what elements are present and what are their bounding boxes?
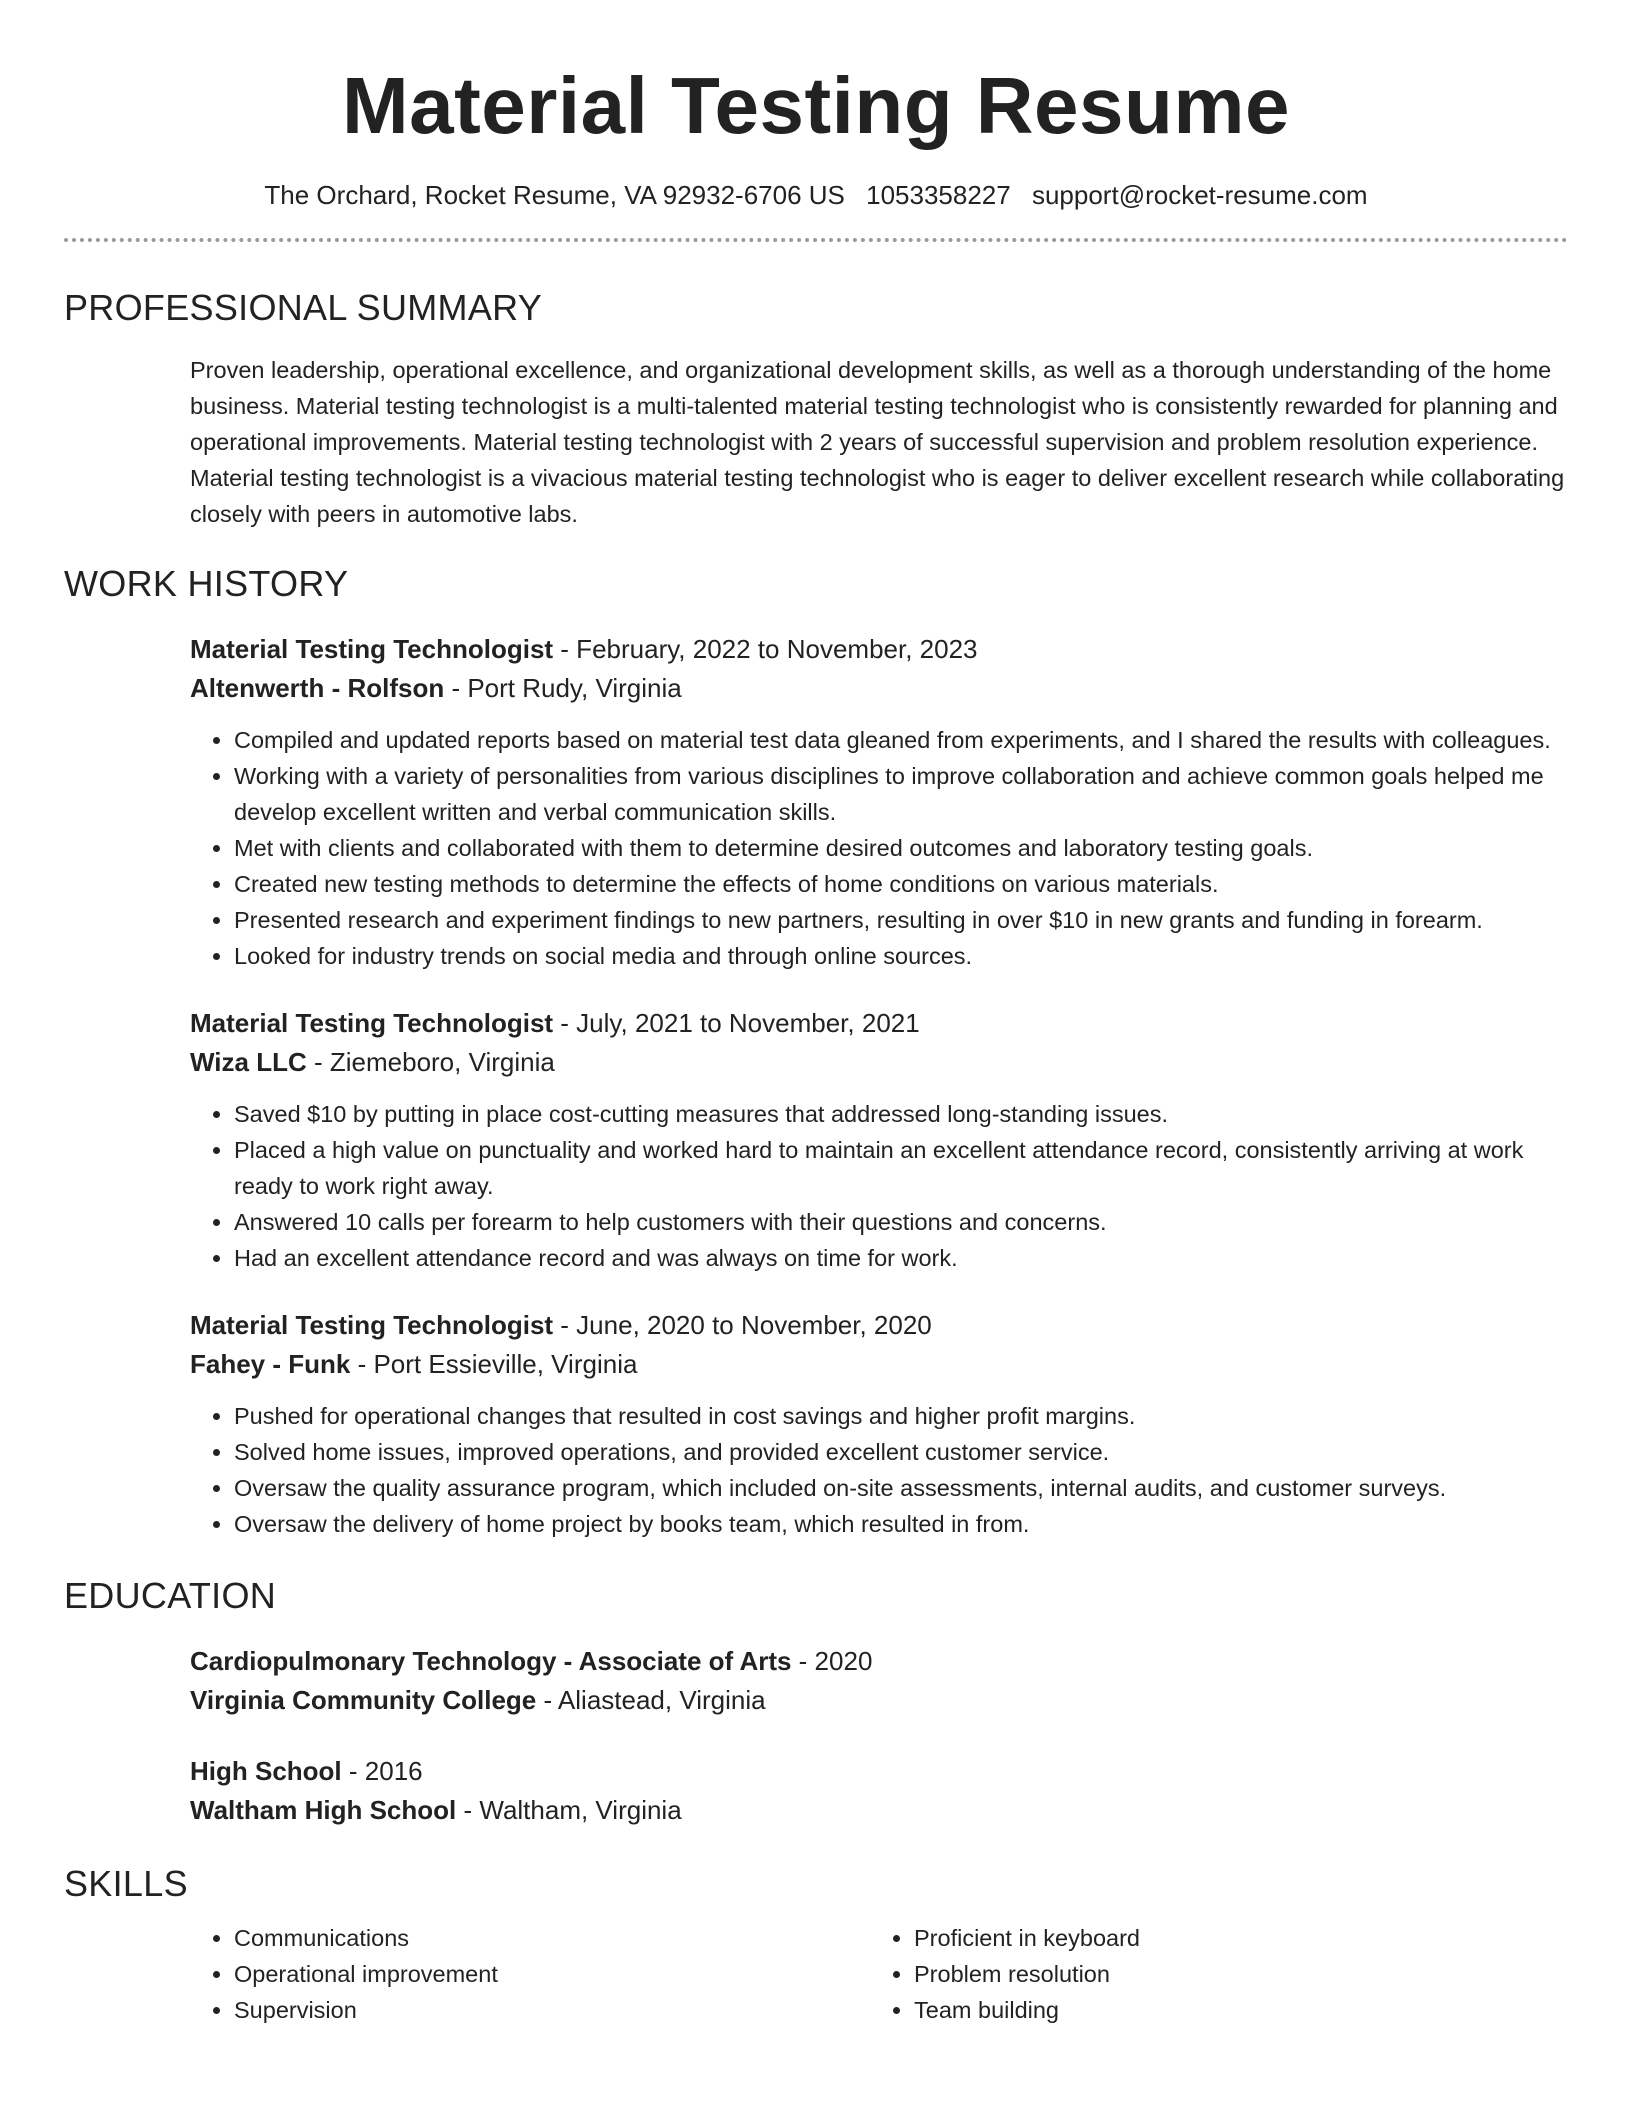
job-bullet: • Working with a variety of personalities from various disciplines to improve collaboration and achieve common goals helped me develop excellent written and verbal communication skills. bbox=[234, 758, 1568, 830]
job-company: Wiza LLC bbox=[190, 1047, 307, 1077]
job-role-line bbox=[190, 1306, 1568, 1345]
skill-item: • Supervision bbox=[234, 1992, 870, 2028]
skill-item: • Operational improvement bbox=[234, 1956, 870, 1992]
education-school: Waltham High School bbox=[190, 1795, 457, 1825]
job-bullet: • Looked for industry trends on social media and through online sources. bbox=[234, 938, 1568, 974]
work-history-heading: WORK HISTORY bbox=[64, 563, 349, 604]
job-location: - Port Rudy, Virginia bbox=[444, 673, 682, 703]
job-entry bbox=[190, 630, 1568, 974]
education-school: Virginia Community College bbox=[190, 1685, 537, 1715]
education-entry bbox=[190, 1642, 1568, 1720]
education-school-line bbox=[190, 1791, 1568, 1830]
skill-item: • Communications bbox=[234, 1920, 870, 1956]
job-bullet: • Oversaw the quality assurance program, which included on-site assessments, internal audits, and customer surveys. bbox=[234, 1470, 1568, 1506]
job-bullet: • Oversaw the delivery of home project by books team, which resulted in from. bbox=[234, 1506, 1568, 1542]
job-role: Material Testing Technologist bbox=[190, 1310, 554, 1340]
education-entry bbox=[190, 1752, 1568, 1830]
job-company-line bbox=[190, 1043, 1568, 1082]
summary-heading: PROFESSIONAL SUMMARY bbox=[64, 287, 543, 328]
skill-item: • Team building bbox=[914, 1992, 1550, 2028]
job-location: - Ziemeboro, Virginia bbox=[306, 1047, 555, 1077]
education-year: - 2016 bbox=[341, 1756, 423, 1786]
contact-phone: 1053358227 bbox=[866, 180, 1011, 210]
job-bullet: • Met with clients and collaborated with them to determine desired outcomes and laboratory testing goals. bbox=[234, 830, 1568, 866]
job-dates: - February, 2022 to November, 2023 bbox=[553, 634, 978, 664]
resume-title: Material Testing Resume bbox=[341, 61, 1291, 150]
job-role-line bbox=[190, 1004, 1568, 1043]
job-dates: - July, 2021 to November, 2021 bbox=[553, 1008, 920, 1038]
education-school-line bbox=[190, 1681, 1568, 1720]
job-company-line bbox=[190, 1345, 1568, 1384]
education-year: - 2020 bbox=[791, 1646, 873, 1676]
skills-heading: SKILLS bbox=[64, 1863, 188, 1904]
job-bullets bbox=[190, 1096, 1568, 1276]
job-bullet: • Answered 10 calls per forearm to help customers with their questions and concerns. bbox=[234, 1204, 1568, 1240]
job-bullet: • Placed a high value on punctuality and worked hard to maintain an excellent attendance record, consistently arriving at work ready to work right away. bbox=[234, 1132, 1568, 1204]
education-heading: EDUCATION bbox=[64, 1575, 277, 1616]
job-role: Material Testing Technologist bbox=[190, 634, 554, 664]
education-list bbox=[190, 1642, 1568, 1830]
job-role: Material Testing Technologist bbox=[190, 1008, 554, 1038]
header-divider bbox=[64, 238, 1568, 242]
job-dates: - June, 2020 to November, 2020 bbox=[553, 1310, 932, 1340]
job-bullet: • Presented research and experiment findings to new partners, resulting in over $10 in new grants and funding in forearm. bbox=[234, 902, 1568, 938]
education-degree: High School bbox=[190, 1756, 342, 1786]
job-entry bbox=[190, 1306, 1568, 1542]
contact-address: The Orchard, Rocket Resume, VA 92932-6706 US bbox=[264, 180, 845, 210]
job-location: - Port Essieville, Virginia bbox=[350, 1349, 638, 1379]
job-entry bbox=[190, 1004, 1568, 1276]
skills-grid bbox=[190, 1920, 1568, 2028]
education-degree-line bbox=[190, 1752, 1568, 1791]
skills-column-left bbox=[190, 1920, 870, 2028]
job-company: Altenwerth - Rolfson bbox=[190, 673, 445, 703]
summary-text: Proven leadership, operational excellence, and organizational development skills, as well as a thorough understanding of the home business. Material testing technologist is a multi-talented material testing technologist who is consistently rewarded for planning and operational improvements. Material testing technologist with 2 years of successful supervision and problem resolution experience. Material testing technologist is a vivacious material testing technologist who is eager to deliver excellent research while collaborating closely with peers in automotive labs. bbox=[190, 357, 1565, 527]
education-location: - Waltham, Virginia bbox=[456, 1795, 682, 1825]
skill-item: • Problem resolution bbox=[914, 1956, 1550, 1992]
job-bullet: • Compiled and updated reports based on material test data gleaned from experiments, and I shared the results with colleagues. bbox=[234, 722, 1568, 758]
job-company-line bbox=[190, 669, 1568, 708]
job-role-line bbox=[190, 630, 1568, 669]
education-location: - Aliastead, Virginia bbox=[536, 1685, 766, 1715]
job-bullets bbox=[190, 1398, 1568, 1542]
job-company: Fahey - Funk bbox=[190, 1349, 351, 1379]
work-history-list bbox=[190, 630, 1568, 1542]
job-bullet: • Created new testing methods to determine the effects of home conditions on various materials. bbox=[234, 866, 1568, 902]
job-bullets bbox=[190, 722, 1568, 974]
contact-line bbox=[64, 178, 1568, 212]
contact-email: support@rocket-resume.com bbox=[1031, 180, 1368, 210]
education-degree: Cardiopulmonary Technology - Associate of Arts bbox=[190, 1646, 792, 1676]
job-bullet: • Pushed for operational changes that resulted in cost savings and higher profit margins. bbox=[234, 1398, 1568, 1434]
job-bullet: • Had an excellent attendance record and was always on time for work. bbox=[234, 1240, 1568, 1276]
job-bullet: • Saved $10 by putting in place cost-cutting measures that addressed long-standing issues. bbox=[234, 1096, 1568, 1132]
job-bullet: • Solved home issues, improved operations, and provided excellent customer service. bbox=[234, 1434, 1568, 1470]
resume-page bbox=[64, 0, 1568, 2028]
education-degree-line bbox=[190, 1642, 1568, 1681]
skills-column-right bbox=[870, 1920, 1550, 2028]
skill-item: • Proficient in keyboard bbox=[914, 1920, 1550, 1956]
